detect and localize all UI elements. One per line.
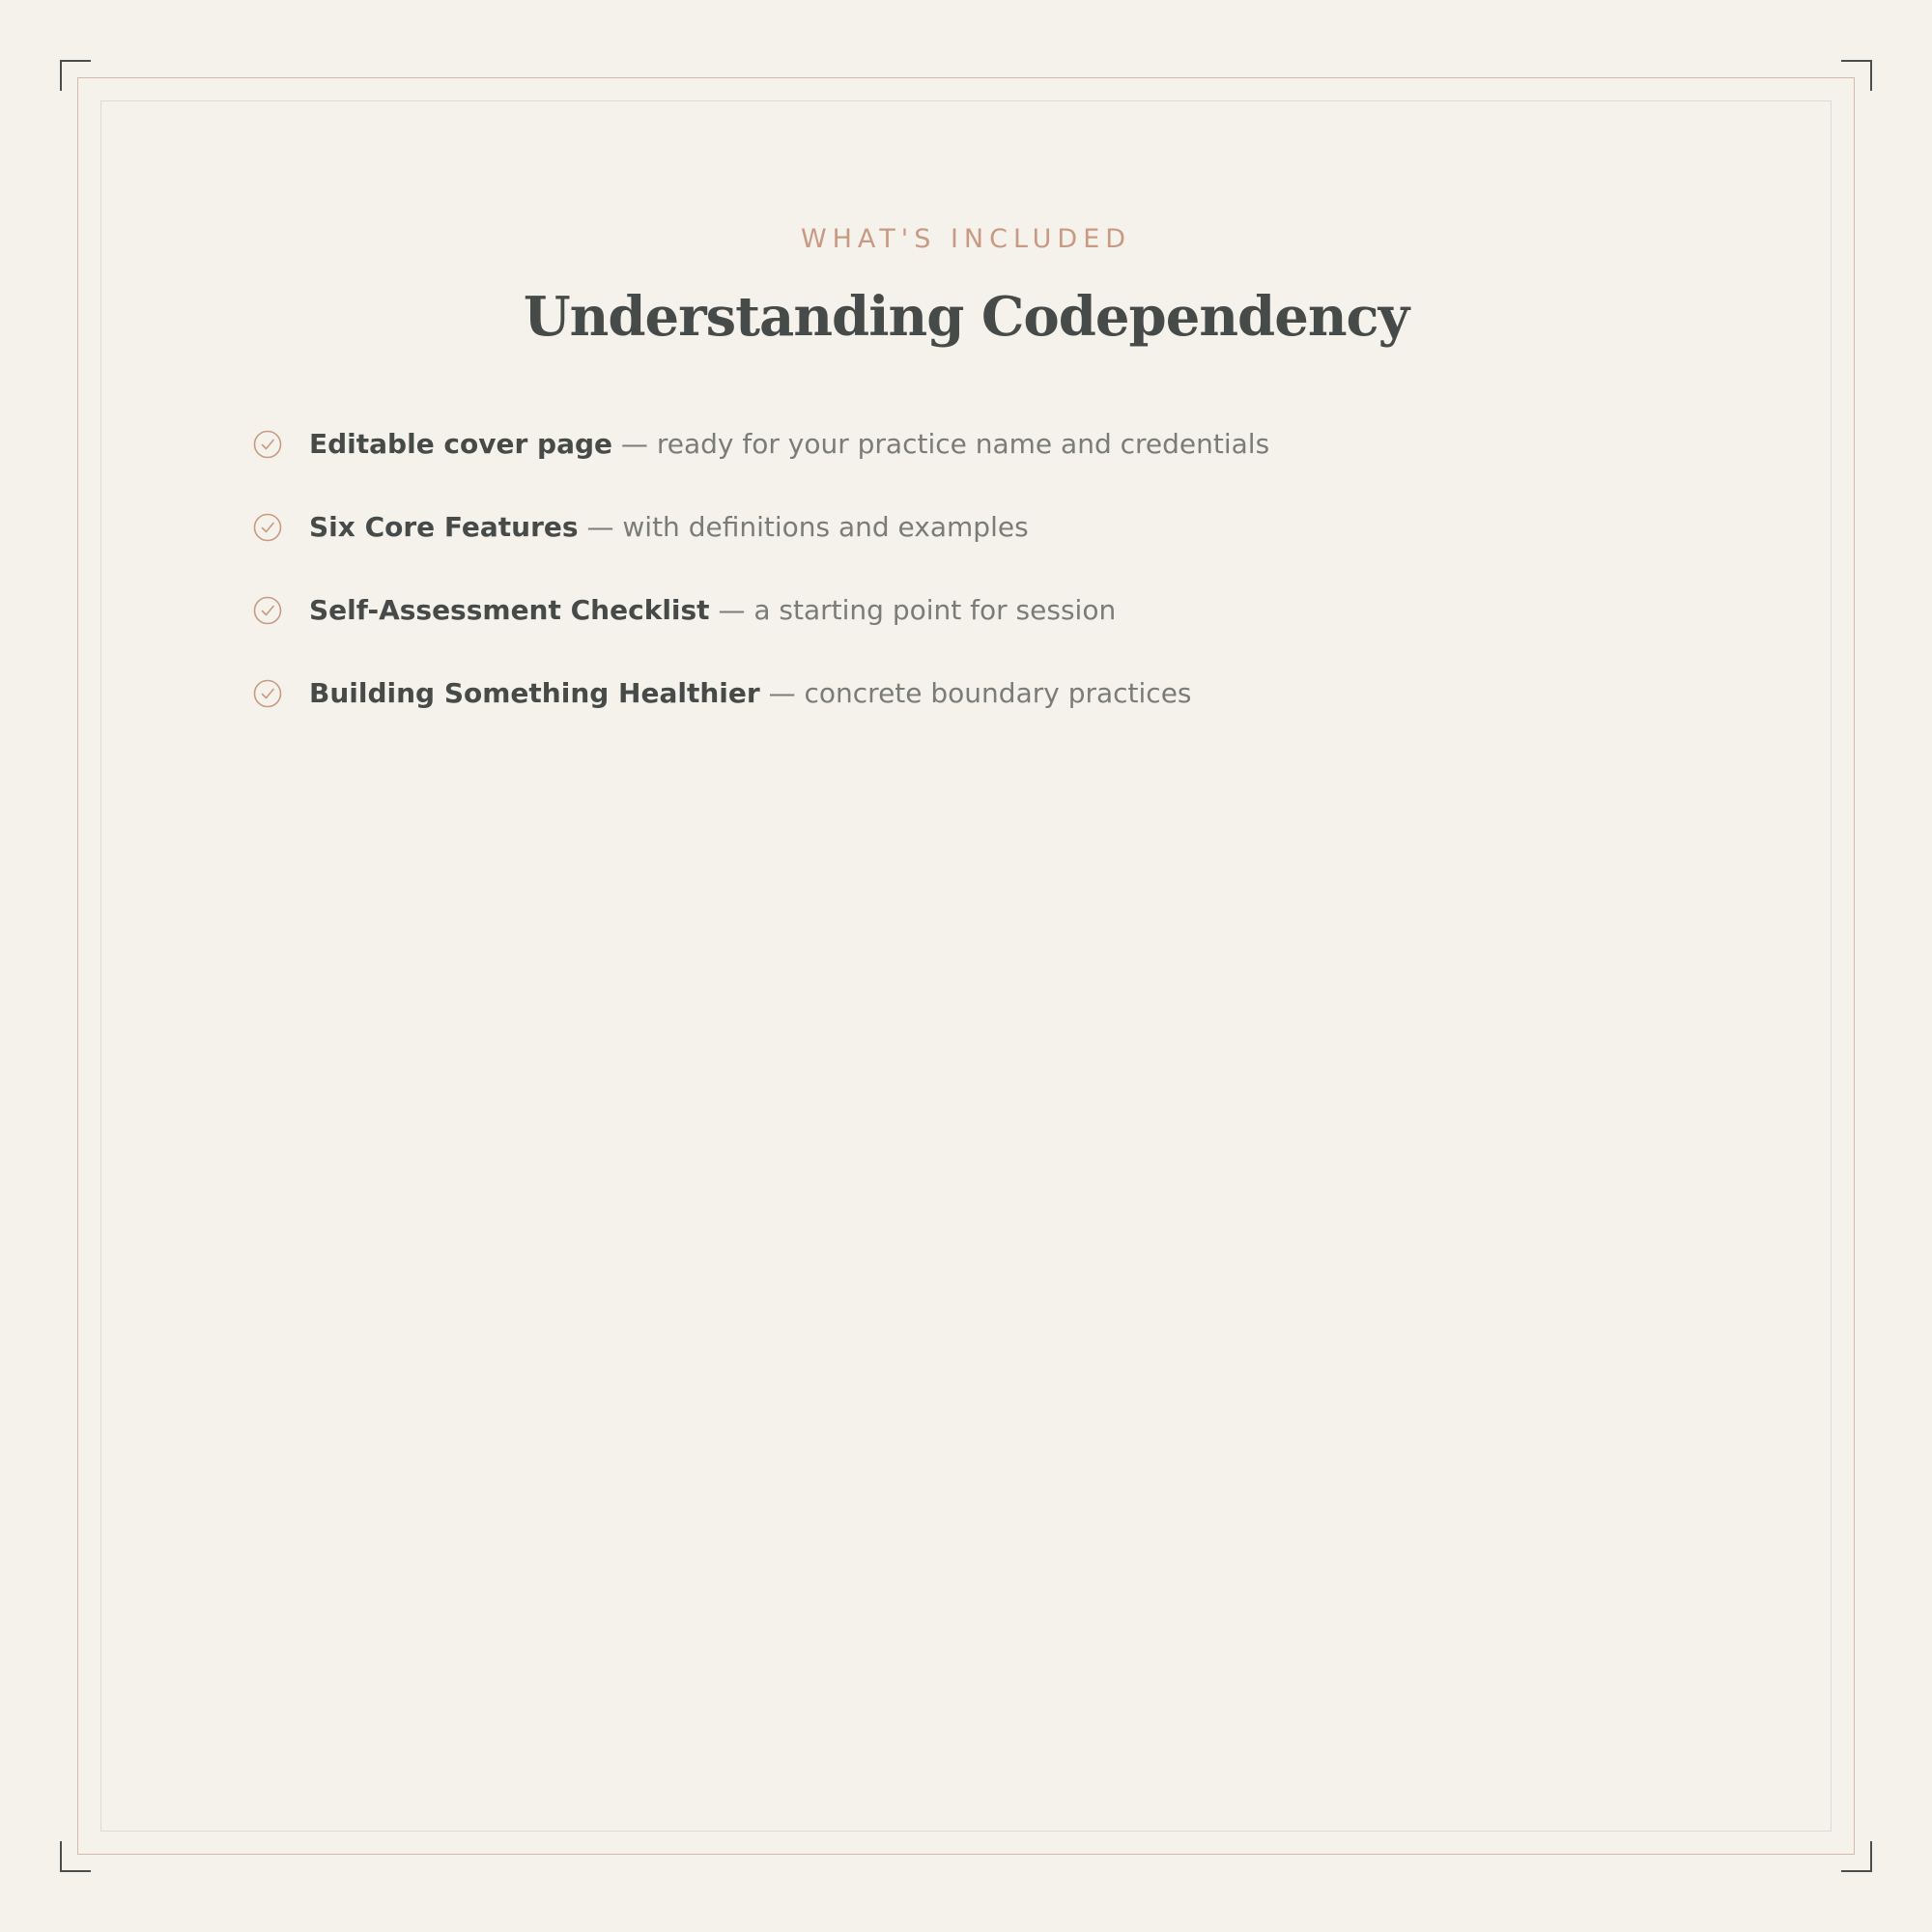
feature-title: Building Something Healthier: [309, 677, 760, 709]
feature-description: concrete boundary practices: [804, 677, 1192, 709]
feature-title: Self-Assessment Checklist: [309, 594, 710, 626]
feature-text: [309, 508, 1029, 547]
feature-text: [309, 674, 1192, 713]
feature-description: with definitions and examples: [622, 511, 1029, 543]
feature-list: [253, 421, 1702, 753]
check-circle-icon: [253, 430, 282, 459]
feature-separator: —: [612, 428, 657, 460]
feature-title: Editable cover page: [309, 428, 613, 460]
check-circle-icon: [253, 596, 282, 625]
feature-text: [309, 591, 1116, 630]
feature-item-self-assessment-checklist: [253, 587, 1702, 634]
feature-separator: —: [578, 511, 623, 543]
check-circle-icon: [253, 679, 282, 708]
feature-item-six-core-features: [253, 504, 1702, 551]
inner-frame-border: [100, 100, 1832, 1832]
section-eyebrow: WHAT'S INCLUDED: [800, 224, 1132, 254]
feature-title: Six Core Features: [309, 511, 579, 543]
feature-description: a starting point for session: [753, 594, 1117, 626]
feature-item-building-something-healthier: [253, 670, 1702, 717]
feature-text: [309, 425, 1269, 464]
feature-description: ready for your practice name and credentials: [656, 428, 1270, 460]
feature-item-editable-cover-page: [253, 421, 1702, 468]
check-circle-icon: [253, 513, 282, 542]
feature-separator: —: [709, 594, 754, 626]
page-title: Understanding Codependency: [523, 285, 1409, 349]
feature-separator: —: [759, 677, 805, 709]
